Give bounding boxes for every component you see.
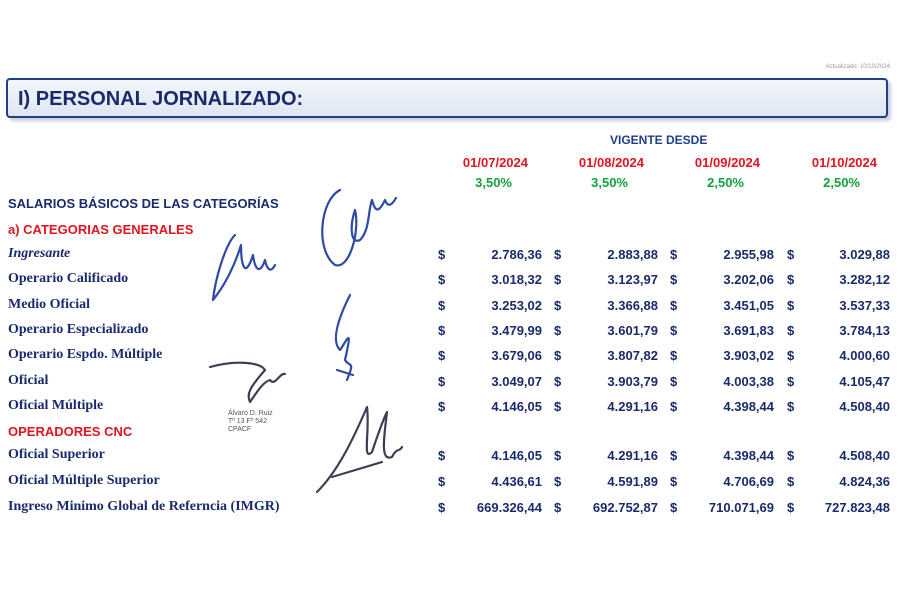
currency-symbol: $: [670, 272, 678, 287]
currency-symbol: $: [554, 474, 562, 489]
salary-value: 3.253,02: [491, 298, 542, 313]
currency-symbol: $: [787, 448, 795, 463]
currency-symbol: $: [670, 247, 678, 262]
salary-value: 3.537,33: [839, 298, 890, 313]
row-label: Oficial Múltiple: [8, 398, 104, 413]
salary-value: 3.366,88: [607, 298, 658, 313]
row-label: Operario Espdo. Múltiple: [8, 347, 163, 362]
column-date-4: 01/10/2024: [811, 155, 877, 170]
currency-symbol: $: [787, 500, 795, 515]
currency-symbol: $: [438, 323, 446, 338]
vigente-desde-label: VIGENTE DESDE: [610, 133, 708, 147]
currency-symbol: $: [670, 448, 678, 463]
salary-value: 3.029,88: [839, 247, 890, 262]
currency-symbol: $: [787, 247, 795, 262]
currency-symbol: $: [438, 474, 446, 489]
salary-value: 692.752,87: [592, 500, 658, 515]
subheading-general: a) CATEGORIAS GENERALES: [8, 222, 194, 237]
column-date-3: 01/09/2024: [694, 155, 760, 170]
salary-value: 3.601,79: [607, 323, 658, 338]
currency-symbol: $: [438, 374, 446, 389]
currency-symbol: $: [787, 298, 795, 313]
salary-value: 4.706,69: [723, 474, 774, 489]
currency-symbol: $: [554, 272, 562, 287]
row-label: Medio Oficial: [8, 297, 91, 312]
salary-value: 710.071,69: [708, 500, 774, 515]
currency-symbol: $: [670, 399, 678, 414]
page-title: I) PERSONAL JORNALIZADO:: [18, 88, 304, 110]
currency-symbol: $: [670, 474, 678, 489]
column-pct-2: 3,50%: [591, 175, 628, 190]
salary-value: 3.807,82: [607, 348, 658, 363]
row-label: Ingreso Minimo Global de Referncia (IMGR): [8, 499, 280, 514]
row-label: Oficial Superior: [8, 447, 105, 462]
salary-value: 2.786,36: [491, 247, 542, 262]
currency-symbol: $: [438, 298, 446, 313]
row-label: Oficial Múltiple Superior: [8, 473, 160, 488]
subheading-cnc: OPERADORES CNC: [8, 424, 133, 439]
currency-symbol: $: [438, 247, 446, 262]
currency-symbol: $: [670, 500, 678, 515]
currency-symbol: $: [438, 448, 446, 463]
salary-value: 3.049,07: [491, 374, 542, 389]
currency-symbol: $: [438, 272, 446, 287]
salary-value: 4.436,61: [491, 474, 542, 489]
salary-value: 3.903,79: [607, 374, 658, 389]
currency-symbol: $: [554, 500, 562, 515]
signature-stamp: Álvaro D. Ruiz Tº 13 Fº 542 CPACF: [228, 410, 273, 433]
currency-symbol: $: [554, 348, 562, 363]
row-label: Operario Calificado: [8, 271, 129, 286]
currency-symbol: $: [787, 323, 795, 338]
salary-value: 3.018,32: [491, 272, 542, 287]
salary-value: 4.146,05: [491, 399, 542, 414]
salary-value: 727.823,48: [824, 500, 890, 515]
salary-value: 3.282,12: [839, 272, 890, 287]
salary-value: 4.003,38: [723, 374, 774, 389]
column-pct-1: 3,50%: [475, 175, 512, 190]
currency-symbol: $: [670, 374, 678, 389]
column-pct-4: 2,50%: [823, 175, 860, 190]
salary-value: 3.691,83: [723, 323, 774, 338]
currency-symbol: $: [554, 323, 562, 338]
salary-value: 4.398,44: [723, 399, 774, 414]
salary-value: 4.000,60: [839, 348, 890, 363]
column-date-2: 01/08/2024: [578, 155, 644, 170]
currency-symbol: $: [554, 399, 562, 414]
salary-value: 2.955,98: [723, 247, 774, 262]
currency-symbol: $: [554, 247, 562, 262]
salary-value: 4.824,36: [839, 474, 890, 489]
salary-value: 4.146,05: [491, 448, 542, 463]
currency-symbol: $: [554, 298, 562, 313]
column-date-1: 01/07/2024: [462, 155, 528, 170]
section-title: SALARIOS BÁSICOS DE LAS CATEGORÍAS: [8, 196, 279, 211]
currency-symbol: $: [438, 500, 446, 515]
column-pct-3: 2,50%: [707, 175, 744, 190]
top-right-note: Actualizado: 10/10/2024: [825, 64, 890, 70]
salary-value: 4.508,40: [839, 448, 890, 463]
currency-symbol: $: [787, 374, 795, 389]
salary-value: 4.291,16: [607, 399, 658, 414]
signature-4: [205, 352, 295, 412]
salary-value: 4.508,40: [839, 399, 890, 414]
salary-value: 4.591,89: [607, 474, 658, 489]
salary-value: 4.105,47: [839, 374, 890, 389]
currency-symbol: $: [554, 374, 562, 389]
currency-symbol: $: [670, 298, 678, 313]
salary-value: 3.451,05: [723, 298, 774, 313]
row-label: Oficial: [8, 373, 49, 388]
salary-value: 3.479,99: [491, 323, 542, 338]
currency-symbol: $: [787, 474, 795, 489]
row-label: Ingresante: [8, 246, 71, 261]
currency-symbol: $: [438, 348, 446, 363]
salary-value: 669.326,44: [476, 500, 542, 515]
salary-value: 3.202,06: [723, 272, 774, 287]
signature-3: [325, 290, 365, 390]
currency-symbol: $: [438, 399, 446, 414]
salary-value: 4.398,44: [723, 448, 774, 463]
salary-value: 3.679,06: [491, 348, 542, 363]
signature-1: [310, 170, 400, 280]
salary-value: 3.903,02: [723, 348, 774, 363]
currency-symbol: $: [554, 448, 562, 463]
row-label: Operario Especializado: [8, 322, 149, 337]
salary-value: 2.883,88: [607, 247, 658, 262]
salary-value: 4.291,16: [607, 448, 658, 463]
currency-symbol: $: [670, 323, 678, 338]
salary-value: 3.123,97: [607, 272, 658, 287]
section-header-bar: [6, 78, 888, 118]
signature-2: [205, 225, 280, 310]
signature-5: [312, 392, 407, 502]
currency-symbol: $: [787, 348, 795, 363]
currency-symbol: $: [787, 272, 795, 287]
currency-symbol: $: [670, 348, 678, 363]
currency-symbol: $: [787, 399, 795, 414]
salary-value: 3.784,13: [839, 323, 890, 338]
